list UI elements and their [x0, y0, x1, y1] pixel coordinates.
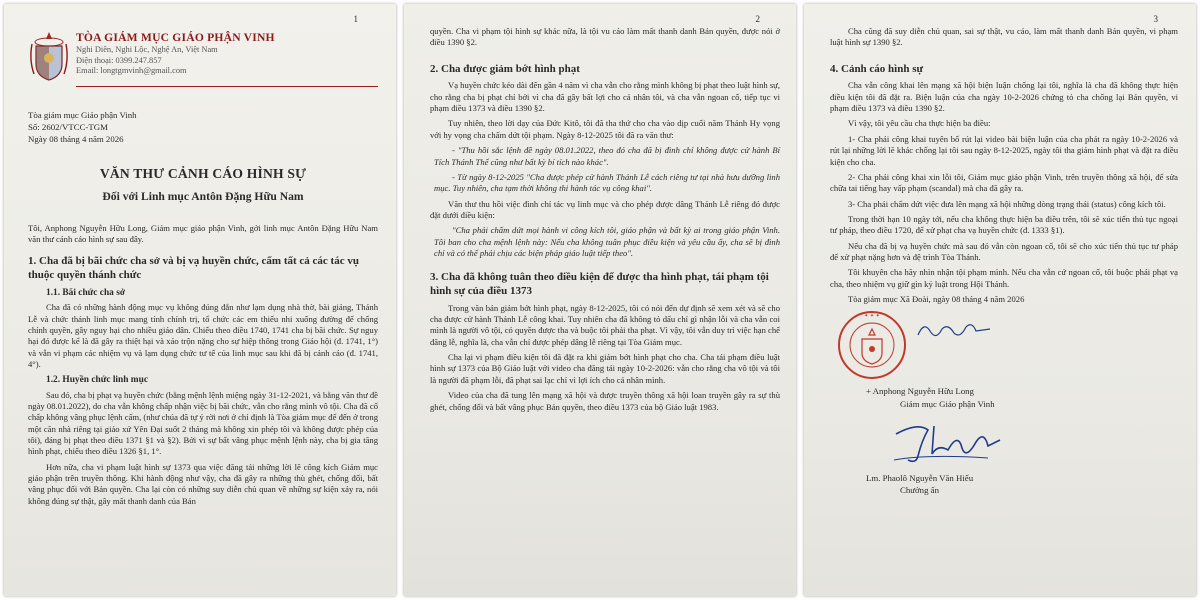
requirement-2: 2- Cha phải công khai xin lỗi tôi, Giám mục giáo phận Vinh, trên truyền thông xã hội, để sửa chữa tai tiếng hay vấp phạm (scandal) mà cha đã gây ra.: [830, 171, 1178, 194]
diocese-seal-icon: [836, 309, 908, 381]
bishop-title: Giám mục Giáo phận Vinh: [900, 398, 995, 409]
page-1-tail-paragraph: Hơn nữa, cha vi phạm luật hình sự 1373 qua việc đăng tải những lời lẽ công kích Giám mục giáo phận trên truyền thông. Khi hành động như vậy, cha đã gây ra những thù ghét, chống đối, bất vâng phục đối với Bản quyền. Cha lại còn có những suy diễn chủ quan về những sự kiện xảy ra, nói không đúng sự thật, gây mất thanh danh của Bản: [28, 461, 378, 506]
section-2-paragraph-1: Vạ huyền chức kéo dài đến gần 4 năm vì cha vẫn cho rằng mình không bị phạt theo luật hình sự, cho rằng cha bị phạt chỉ bởi vì cha đã gây bất lợi cho cá nhân tôi, và cha vẫn ngoan cố, tiếp tục vi phạm điều 1373 và điều 1390 §2.: [430, 80, 780, 114]
section-4-paragraph-5: Tôi khuyên cha hãy nhìn nhận tội phạm mình. Nếu cha vẫn cứ ngoan cố, tôi buộc phải phạt vạ cha, theo nhiệm vụ giữ gìn kỷ luật trong Hội Thánh.: [830, 267, 1178, 289]
document-page-1: [4, 4, 396, 596]
section-2-quote-1: - "Thu hồi sắc lệnh đề ngày 08.01.2022, theo đó cha đã bị đình chỉ không được cử hành Bí Tích Thánh Thể cũng như bất kỳ bí tích nào khác".: [434, 145, 780, 167]
document-title: VĂN THƯ CẢNH CÁO HÌNH SỰ: [99, 166, 307, 182]
continued-paragraph: Cha cũng đã suy diễn chủ quan, sai sự thật, vu cáo, làm mất thanh danh Bản quyền, vi phạm luật hình sự 1390 §2.: [830, 26, 1178, 48]
header-divider: [76, 86, 378, 87]
section-1-1-text: Cha đã có những hành động mục vụ không đúng đắn như lạm dụng nhà thờ, bài giảng, Thánh Lễ và chức thánh linh mục mang tính chính trị, tổ chức các em thiếu nhi xuống đường để chống chính quyền, gây nguy hại cho nhiều giáo dân. Chiếu theo điều 1740, 1741 cha bị bãi chức. Sự nguy hại đó được kể là đã gây ra thiệt hại và xáo trộn nặng cho sự hiệp thông trong Giáo hội (đ. 1741, 1°) và vẫn vi phạm các nhiệm vụ và lạm dụng chức tư tế của linh mục sau khi đã bị cảnh cáo (đ. 1741, 4°).: [28, 302, 378, 369]
section-2-paragraph-2: Tuy nhiên, theo lời dạy của Đức Kitô, tôi đã tha thứ cho cha vào dịp cuối năm Thánh Hy vọng với hy vọng cha chấm dứt tội phạm. Ngày 8-12-2025 tôi đã ra văn thư:: [430, 118, 780, 140]
page-number: 2: [755, 14, 760, 24]
section-1-heading: 1. Cha đã bị bãi chức cha sở và bị vạ huyền chức, cấm tất cả các tác vụ thuộc quyền thánh chức: [28, 255, 359, 282]
section-4-heading: 4. Cảnh cáo hình sự: [830, 62, 924, 75]
section-3-paragraph-2: Cha lại vi phạm điều kiện tôi đã đặt ra khi giảm bớt hình phạt cho cha. Cha tái phạm điều luật hình sự 1373 của Bộ Giáo luật với video cha đăng tải ngày 10-2-2026: vẫn cho rằng cha vô tội và tôi là người đã phạm lỗi, đã phạt sai lạc chỉ vì lợi ích cho cá nhân mình.: [430, 352, 780, 385]
diocese-phone: Điện thoại: 0399.247.857: [76, 55, 162, 65]
document-page-3: [804, 4, 1196, 596]
section-2-heading: 2. Cha được giảm bớt hình phạt: [430, 62, 580, 75]
signature-block: [830, 307, 1178, 385]
section-4-paragraph-2: Vì vậy, tôi yêu cầu cha thực hiện ba điều:: [848, 118, 991, 129]
letterhead: [28, 30, 378, 82]
chancellor-name: Lm. Phaolô Nguyễn Văn Hiếu: [866, 472, 974, 483]
diocese-name: TÒA GIÁM MỤC GIÁO PHẬN VINH: [76, 31, 275, 44]
page-number: 3: [1153, 14, 1158, 24]
document-page-2: [404, 4, 796, 596]
document-date: Ngày 08 tháng 4 năm 2026: [28, 134, 124, 145]
diocese-crest-icon: [28, 30, 70, 82]
document-subtitle: Đối với Linh mục Antôn Đặng Hữu Nam: [102, 190, 304, 204]
section-3-heading: 3. Cha đã không tuân theo điều kiện để được tha hình phạt, tái phạm tội hình sự của điều 1373: [430, 271, 769, 297]
section-4-paragraph-1: Cha vẫn công khai lên mạng xã hội biện luận chống lại tôi, nghĩa là cha đã không thực hiện điều kiện tôi đã đặt ra. Biện luận của cha ngày 10-2-2026 chứng tỏ cha chống lại Bản quyền, vi phạm điều 1373 và điều 1390 §2.: [830, 80, 1178, 114]
diocese-address: Nghi Diên, Nghi Lộc, Nghệ An, Việt Nam: [76, 45, 218, 55]
section-1-1-heading: 1.1. Bãi chức cha sở: [46, 287, 126, 298]
section-3-paragraph-3: Video của cha đã tung lên mạng xã hội và được truyền thông xã hội loan truyền gây ra sự thù ghét, chống đối và bất vâng phục Bản quyền, theo điều 1373 của bộ Giáo luật 1983.: [430, 390, 780, 412]
section-2-paragraph-3: Văn thư thu hồi việc đình chỉ tác vụ linh mục và cho phép được dâng Thánh Lễ riêng đó được đặt dưới điều kiện:: [430, 198, 780, 220]
intro-paragraph: Tôi, Anphong Nguyễn Hữu Long, Giám mục giáo phận Vinh, gởi linh mục Antôn Đặng Hữu Nam văn thư cảnh cáo hình sự sau đây.: [28, 222, 378, 244]
bishop-handwritten-signature-icon: [914, 317, 994, 343]
svg-text:✦ ✦ ✦: ✦ ✦ ✦: [864, 313, 880, 320]
place-and-date: Tòa giám mục Xã Đoài, ngày 08 tháng 4 năm 2026: [848, 293, 1025, 304]
section-1-2-heading: 1.2. Huyền chức linh mục: [46, 375, 148, 386]
section-4-paragraph-3: Trong thời hạn 10 ngày tới, nếu cha không thực hiện ba điều trên, tôi sẽ xúc tiến thủ tục ngoại tư pháp, theo điều 1720, để xử phạt cha vạ huyền chức (đ. 1333 §1).: [830, 213, 1178, 236]
section-3-paragraph-1: Trong văn bản giảm bớt hình phạt, ngày 8-12-2025, tôi có nói đến dự định sẽ xem xét và sẽ cho cha được cử hành Thánh Lễ công khai. Tuy nhiên cha đã không tỏ dấu chỉ gì nhận lỗi và cha vẫn coi mình là người vô tội, có quyền được tha và buộc tôi phải tha phạt. Vì vậy, tôi vẫn duy trì việc hạn chế đăng lễ, nghĩa là, cha vẫn chỉ được phép dâng lễ riêng tại Tòa Giám mục.: [430, 302, 780, 347]
bishop-name: + Anphong Nguyễn Hữu Long: [866, 386, 974, 397]
page-number: 1: [353, 14, 358, 24]
issuer-line: Tòa giám mục Giáo phận Vinh: [28, 110, 137, 120]
continued-paragraph: quyền. Cha vi phạm tội hình sự khác nữa, là tội vu cáo làm mất thanh danh Bản quyền, được nói ở điều 1390 §2.: [430, 26, 780, 48]
requirement-3: 3- Cha phải chấm dứt việc đưa lên mạng xã hội những dòng trạng thái (status) công kích tôi.: [848, 198, 1166, 209]
section-1-2-text: Sau đó, cha bị phạt vạ huyền chức (bằng mệnh lệnh miệng ngày 31-12-2021, và bằng văn thư đề ngày 08.01.2022), do cha vẫn không chấp nhận việc bị bãi chức, vẫn cho rằng mình vô tội. Cha đã cố chấp không vâng phục lệnh cấm, (như chúa đã tự ý rời nơi ở chỉ định là Tòa giám mục để đến ở trong một căn nhà riêng tại giáo xứ Yên Đại suốt 2 tháng mà không xin phép tôi và không được phép của tôi), đáng bị phạt theo điều 1371 §1 và §2). Bởi vì sự bất vâng phục mệnh lệnh này, cha bị gia tăng hình phạt, chiếu theo điều 1326 §1, 1°.: [28, 389, 378, 457]
document-number: Số: 2602/VTCC-TGM: [28, 122, 108, 133]
section-2-quote-3: "Cha phải chấm dứt mọi hành vi công kích tôi, giáo phận và bất kỳ ai trong giáo phận Vinh. Tôi ban cho cha mệnh lệnh này: Nếu cha không tuân phục điều kiện và yêu cầu ấy, cha sẽ bị đình chỉ và có thể phải chịu các biện pháp giáo luật tiếp theo".: [434, 225, 780, 258]
requirement-1: 1- Cha phải công khai tuyên bố rút lại video bài biện luận của cha phát ra ngày 10-2-2026 và rút lại những lời lẽ khác chống lại tôi sau ngày 8-12-2025, ngày tôi tha giảm hình phạt và đặt ra điều kiện cho cha.: [830, 133, 1178, 167]
chancellor-handwritten-signature-icon: [888, 420, 1008, 468]
section-2-quote-2: - Từ ngày 8-12-2025 "Cha được phép cử hành Thánh Lễ cách riêng tư tại nhà hưu dưỡng linh mục. Tuy nhiên, cha tạm thời không thi hành tác vụ công khai".: [434, 171, 780, 194]
section-4-paragraph-4: Nếu cha đã bị vạ huyền chức mà sau đó vẫn còn ngoan cố, tôi sẽ cho xúc tiến thủ tục tư pháp để xử phạt nặng hơn và đệ trình Tòa Thánh.: [830, 240, 1178, 262]
diocese-email: Email: longtgmvinh@gmail.com: [76, 65, 187, 75]
chancellor-title: Chưởng ấn: [900, 485, 939, 496]
